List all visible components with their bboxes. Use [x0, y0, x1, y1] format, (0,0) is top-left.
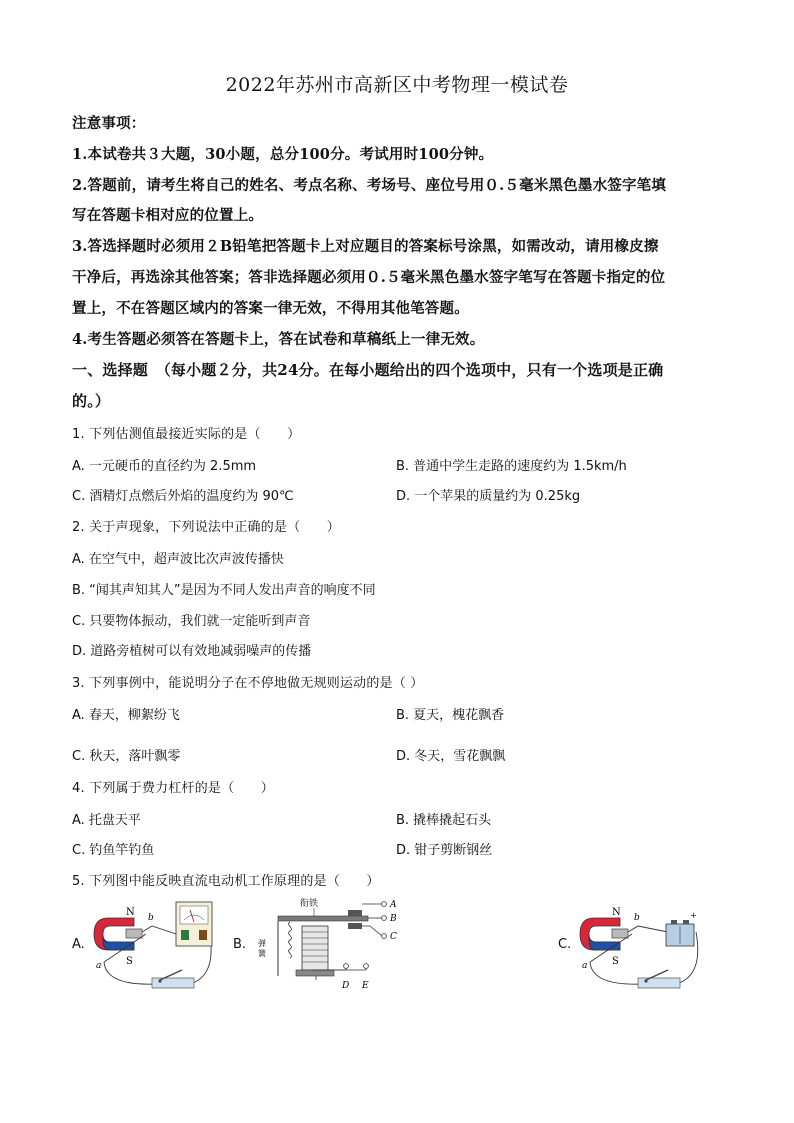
u-magnet-icon	[94, 918, 142, 950]
electromagnet-coil-icon	[296, 926, 334, 976]
magnet-s-label: S	[126, 956, 133, 967]
option-a: A. 在空气中，超声波比次声波传播快	[72, 552, 284, 567]
option-a: A. 一元硬币的直径约为 2.5mm	[72, 459, 257, 474]
spring-label-1: 弹	[258, 939, 266, 948]
wire-b-label: b	[634, 913, 640, 923]
terminal-a-label: A	[390, 900, 397, 910]
notice-heading: 注意事项：	[72, 115, 146, 132]
question-stem: 2. 关于声现象，下列说法中正确的是（ ）	[72, 520, 340, 535]
u-magnet-icon	[580, 918, 628, 950]
terminal-b-label: B	[390, 914, 397, 924]
spring-label-2: 簧	[258, 949, 266, 958]
spring-icon	[289, 922, 292, 958]
terminal-d-label: D	[342, 981, 350, 991]
option-a-label: A.	[72, 937, 85, 952]
switch-icon	[638, 970, 680, 988]
option-b-label: B.	[233, 937, 247, 952]
section-heading-cont: 的。）	[72, 392, 111, 410]
option-b: B. “闻其声知其人”是因为不同人发出声音的响度不同	[72, 583, 376, 598]
question-stem: 3. 下列事例中，能说明分子在不停地做无规则运动的是（ ）	[72, 676, 424, 691]
magnet-s-label: S	[612, 956, 619, 967]
notice-line: 1.本试卷共３大题，30小题，总分100分。考试用时100分钟。	[72, 146, 494, 163]
option-d: D. 一个苹果的质量约为 0.25kg	[396, 489, 581, 504]
option-a: A. 春天，柳絮纷飞	[72, 708, 180, 723]
option-a: A. 托盘天平	[72, 813, 141, 828]
notice-line: 2.答题前，请考生将自己的姓名、考点名称、考场号、座位号用０.５毫米黑色墨水签字笔填	[72, 177, 667, 194]
battery-icon	[666, 911, 697, 946]
page-title: 2022年苏州市高新区中考物理一模试卷	[225, 74, 569, 96]
wire-a-label: a	[582, 961, 588, 971]
magnet-n-label: N	[126, 907, 135, 918]
terminal-e-label: E	[362, 981, 369, 991]
option-c: C. 秋天，落叶飘零	[72, 749, 181, 764]
notice-line: 写在答题卡相对应的位置上。	[72, 207, 264, 224]
option-d: D. 钳子剪断钢丝	[396, 843, 493, 858]
option-c: C. 只要物体振动，我们就一定能听到声音	[72, 614, 311, 629]
notice-line: 3.答选择题时必须用２B铅笔把答题卡上对应题目的答案标号涂黑，如需改动，请用橡皮擦	[72, 238, 659, 255]
galvanometer-icon	[176, 902, 212, 946]
option-d: D. 道路旁植树可以有效地减弱噪声的传播	[72, 644, 312, 659]
figure-b-relay	[256, 896, 416, 992]
question-stem: 1. 下列估测值最接近实际的是（ ）	[72, 427, 301, 442]
battery-plus-sign: +	[690, 911, 697, 920]
switch-icon	[152, 970, 194, 988]
figure-c-magnet-battery	[572, 896, 718, 996]
magnet-n-label: N	[612, 907, 621, 918]
option-b: B. 撬棒撬起石头	[396, 813, 492, 828]
option-b: B. 普通中学生走路的速度约为 1.5km/h	[396, 459, 627, 474]
terminal-c-label: C	[390, 932, 397, 942]
option-c: C. 钓鱼竿钓鱼	[72, 843, 155, 858]
wire-a-label: a	[96, 961, 102, 971]
option-c-label: C.	[558, 937, 572, 952]
notice-line: 置上，不在答题区域内的答案一律无效，不得用其他笔答题。	[72, 300, 469, 317]
option-d: D. 冬天，雪花飘飘	[396, 749, 506, 764]
wire-b-label: b	[148, 913, 154, 923]
figure-a-magnet-galvanometer	[86, 896, 232, 996]
option-b: B. 夏天，槐花飘香	[396, 708, 505, 723]
question-stem: 4. 下列属于费力杠杆的是（ ）	[72, 781, 274, 796]
armature-label: 衔铁	[300, 899, 319, 909]
notice-line: 4.考生答题必须答在答题卡上，答在试卷和草稿纸上一律无效。	[72, 331, 485, 348]
question-stem: 5. 下列图中能反映直流电动机工作原理的是（ ）	[72, 874, 380, 889]
option-c: C. 酒精灯点燃后外焰的温度约为 90℃	[72, 489, 294, 504]
notice-line: 干净后，再选涂其他答案；答非选择题必须用０.５毫米黑色墨水签字笔写在答题卡指定的位	[72, 269, 666, 286]
section-heading: 一、选择题 （每小题２分，共24分。在每小题给出的四个选项中，只有一个选项是正确	[72, 361, 664, 379]
